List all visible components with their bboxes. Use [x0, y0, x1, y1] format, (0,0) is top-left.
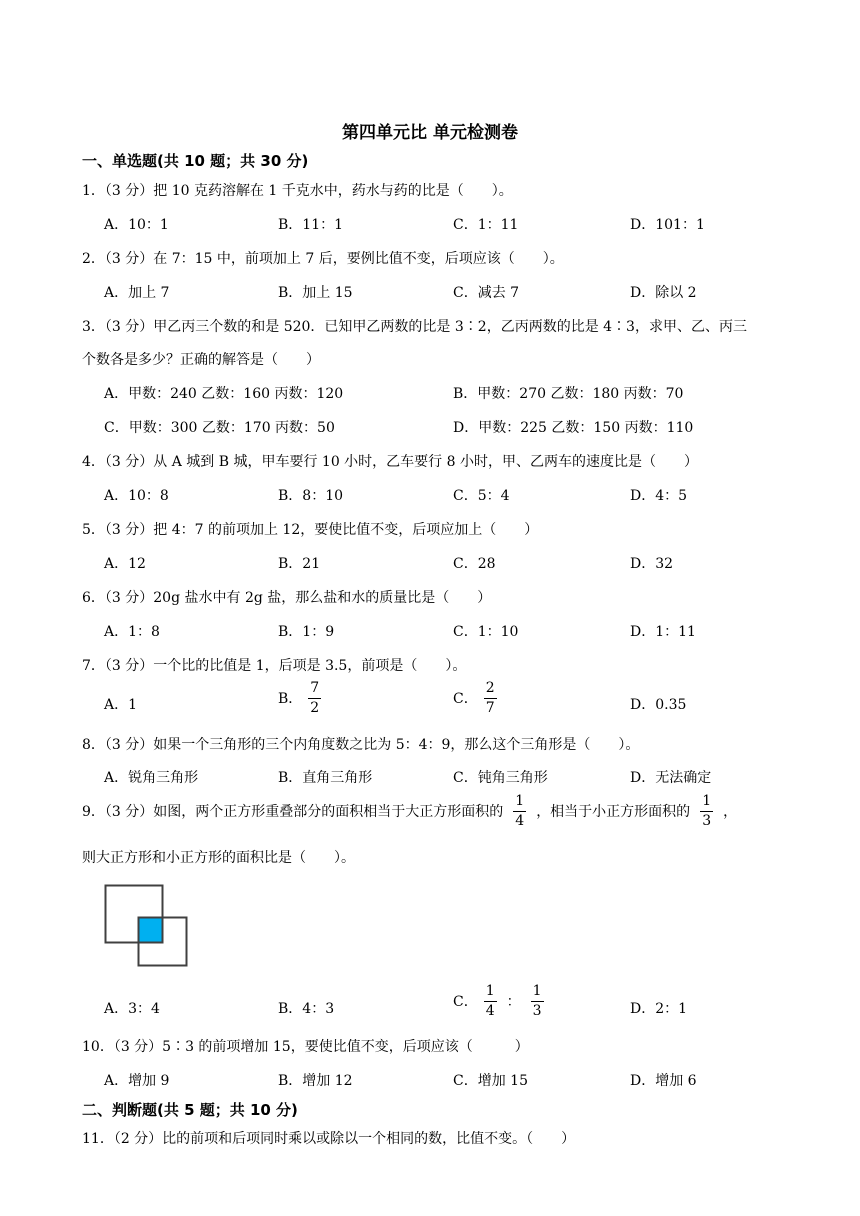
- question-6-option-a[interactable]: A．1：8: [104, 624, 160, 640]
- fraction: [513, 794, 526, 828]
- question-3-option-b[interactable]: B．甲数：270 乙数：180 丙数：70: [453, 386, 684, 402]
- question-1-option-d[interactable]: D．101：1: [630, 217, 705, 233]
- fraction-numerator: 1: [700, 794, 713, 812]
- fraction: [308, 681, 321, 715]
- fraction: [531, 984, 544, 1018]
- question-10-option-a[interactable]: A．增加 9: [104, 1073, 170, 1089]
- fraction-numerator: 1: [531, 984, 544, 1002]
- stem-text: ，相当于小正方形面积的: [536, 804, 691, 821]
- question-9-option-c[interactable]: [453, 984, 550, 1018]
- question-5-option-d[interactable]: D．32: [630, 556, 674, 572]
- page-title: 第四单元比 单元检测卷: [342, 123, 518, 143]
- stem-text: 9．（3 分）如图，两个正方形重叠部分的面积相当于大正方形面积的: [82, 804, 504, 821]
- option-label: C．: [453, 994, 478, 1011]
- fraction-denominator: 2: [310, 699, 320, 716]
- fraction-denominator: 3: [702, 812, 712, 829]
- question-3-option-c[interactable]: C．甲数：300 乙数：170 丙数：50: [104, 420, 335, 436]
- question-2-option-c[interactable]: C．减去 7: [453, 285, 520, 301]
- fraction-numerator: 2: [484, 681, 497, 699]
- question-4-option-a[interactable]: A．10：8: [104, 488, 169, 504]
- question-2-option-a[interactable]: A．加上 7: [104, 285, 170, 301]
- question-10-option-c[interactable]: C．增加 15: [453, 1073, 528, 1089]
- question-3-option-a[interactable]: A．甲数：240 乙数：160 丙数：120: [104, 386, 344, 402]
- question-10-option-b[interactable]: B．增加 12: [278, 1073, 353, 1089]
- question-6-option-b[interactable]: B．1：9: [278, 624, 335, 640]
- question-7-option-d[interactable]: D．0.35: [630, 697, 687, 713]
- question-1-option-b[interactable]: B．11：1: [278, 217, 344, 233]
- fraction-denominator: 7: [485, 699, 495, 716]
- question-4-stem: 4．（3 分）从 A 城到 B 城，甲车要行 10 小时，乙车要行 8 小时，甲、乙两车的速度比是（ ）: [82, 454, 698, 470]
- question-6-stem: 6．（3 分）20g 盐水中有 2g 盐，那么盐和水的质量比是（ ）: [82, 590, 492, 606]
- question-2-stem: 2．（3 分）在 7：15 中，前项加上 7 后，要例比值不变，后项应该（ ）。: [82, 251, 564, 267]
- question-6-option-d[interactable]: D．1：11: [630, 624, 696, 640]
- question-4-option-c[interactable]: C．5：4: [453, 488, 510, 504]
- question-3-stem-line-2: 个数各是多少？正确的解答是（ ）: [82, 352, 320, 368]
- section-heading-single-choice: 一、单选题(共 10 题；共 30 分): [82, 152, 309, 170]
- question-8-option-d[interactable]: D．无法确定: [630, 770, 712, 786]
- question-5-option-b[interactable]: B．21: [278, 556, 321, 572]
- fraction: [484, 984, 497, 1018]
- question-2-option-b[interactable]: B．加上 15: [278, 285, 353, 301]
- question-9-stem-line-1: [82, 794, 737, 828]
- option-label: C．: [453, 691, 478, 708]
- question-8-option-a[interactable]: A．锐角三角形: [104, 770, 199, 786]
- question-9-stem-line-2: 则大正方形和小正方形的面积比是（ ）。: [82, 850, 355, 866]
- question-8-stem: 8．（3 分）如果一个三角形的三个内角度数之比为 5：4：9，那么这个三角形是（ ）。: [82, 737, 640, 753]
- question-3-option-d[interactable]: D．甲数：225 乙数：150 丙数：110: [453, 420, 694, 436]
- question-8-option-b[interactable]: B．直角三角形: [278, 770, 373, 786]
- ratio-separator: ：: [506, 994, 521, 1011]
- question-5-stem: 5．（3 分）把 4：7 的前项加上 12，要使比值不变，后项应加上（ ）: [82, 522, 539, 538]
- fraction: [700, 794, 713, 828]
- question-1-option-a[interactable]: A．10：1: [104, 217, 169, 233]
- question-10-stem: 10．（3 分）5∶3 的前项增加 15，要使比值不变，后项应该（ ）: [82, 1039, 529, 1055]
- fraction-denominator: 4: [515, 812, 525, 829]
- question-6-option-c[interactable]: C．1：10: [453, 624, 519, 640]
- question-9-option-d[interactable]: D．2：1: [630, 1001, 688, 1017]
- question-7-option-c[interactable]: [453, 681, 503, 715]
- question-11-stem: 11．（2 分）比的前项和后项同时乘以或除以一个相同的数，比值不变。（ ）: [82, 1131, 576, 1147]
- question-4-option-b[interactable]: B．8：10: [278, 488, 344, 504]
- question-5-option-c[interactable]: C．28: [453, 556, 496, 572]
- question-5-option-a[interactable]: A．12: [104, 556, 146, 572]
- question-1-option-c[interactable]: C．1：11: [453, 217, 519, 233]
- overlap-region: [139, 918, 163, 943]
- fraction: [484, 681, 497, 715]
- section-heading-true-false: 二、判断题(共 5 题；共 10 分): [82, 1101, 298, 1119]
- fraction-numerator: 1: [513, 794, 526, 812]
- question-9-option-a[interactable]: A．3：4: [104, 1001, 160, 1017]
- question-1-stem: 1．（3 分）把 10 克药溶解在 1 千克水中，药水与药的比是（ ）。: [82, 183, 513, 199]
- question-8-option-c[interactable]: C．钝角三角形: [453, 770, 548, 786]
- question-4-option-d[interactable]: D．4：5: [630, 488, 688, 504]
- stem-text: ，: [723, 804, 738, 821]
- question-10-option-d[interactable]: D．增加 6: [630, 1073, 697, 1089]
- fraction-denominator: 3: [532, 1002, 542, 1019]
- question-7-option-a[interactable]: A．1: [104, 697, 138, 713]
- fraction-numerator: 1: [484, 984, 497, 1002]
- question-7-option-b[interactable]: [278, 681, 327, 715]
- fraction-denominator: 4: [485, 1002, 495, 1019]
- question-2-option-d[interactable]: D．除以 2: [630, 285, 697, 301]
- question-7-stem: 7．（3 分）一个比的比值是 1，后项是 3.5，前项是（ ）。: [82, 658, 467, 674]
- fraction-numerator: 7: [308, 681, 321, 699]
- question-9-option-b[interactable]: B．4：3: [278, 1001, 335, 1017]
- overlapping-squares-figure: [104, 884, 190, 968]
- option-label: B．: [278, 691, 303, 708]
- question-3-stem-line-1: 3．（3 分）甲乙丙三个数的和是 520．已知甲乙两数的比是 3∶2，乙丙两数的比是 4∶3，求甲、乙、丙三: [82, 319, 747, 335]
